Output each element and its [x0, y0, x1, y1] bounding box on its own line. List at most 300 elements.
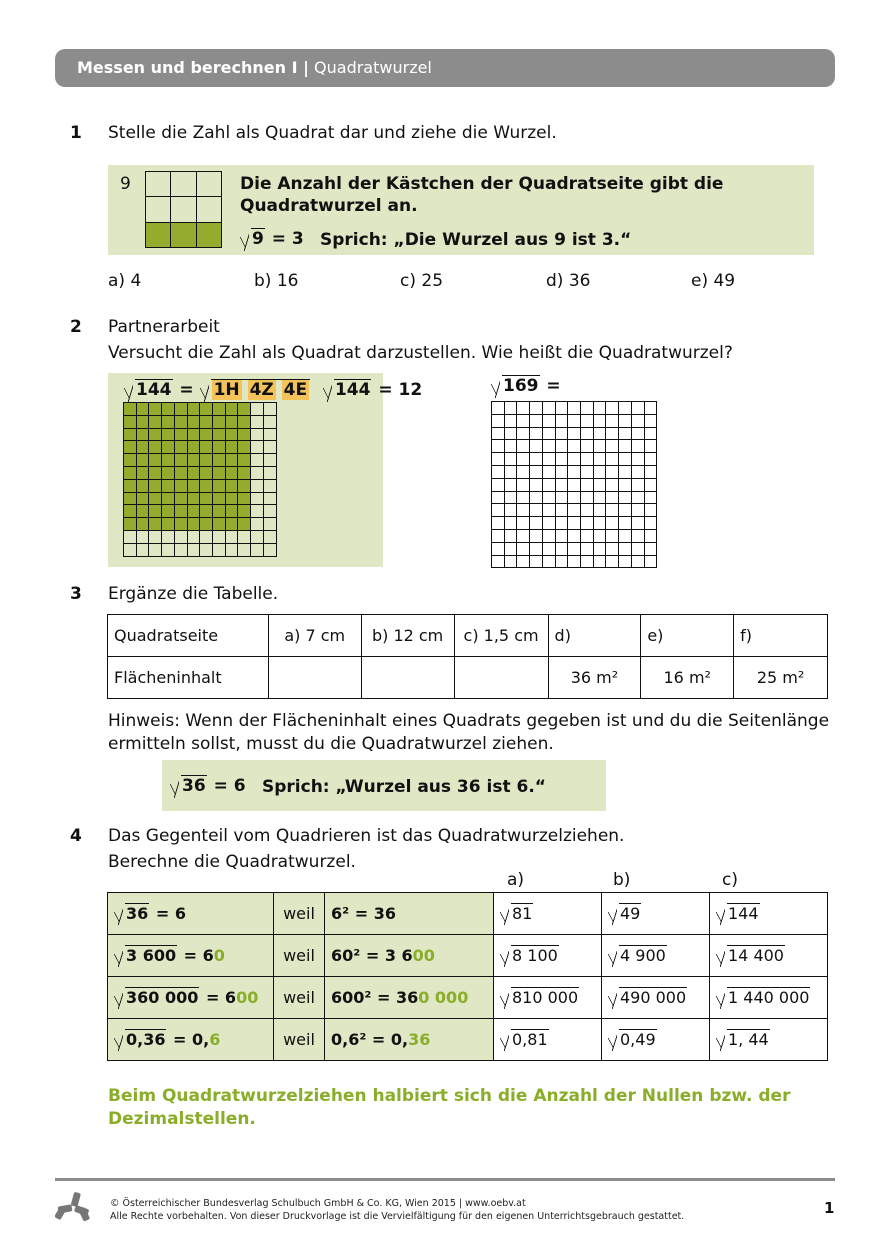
grid-cell — [149, 415, 162, 428]
grid-cell — [606, 414, 619, 427]
grid-cell — [568, 465, 581, 478]
grid-cell — [200, 518, 213, 531]
grid-cell — [212, 530, 225, 543]
grid-cell — [504, 414, 517, 427]
grid-cell — [593, 491, 606, 504]
task1-root-radicand: 9 — [252, 229, 264, 249]
result-black: = 6 — [178, 946, 214, 965]
table-cell: 25 m² — [734, 657, 828, 699]
task2-hl-hundreds: 1H — [213, 380, 240, 400]
grid-cell — [162, 492, 175, 505]
weil-cell: weil — [274, 1019, 325, 1061]
task2-right-radicand: 169 — [503, 376, 539, 396]
result-green: 0 — [213, 946, 225, 965]
grid-cell — [187, 403, 200, 416]
square-green: 0 000 — [418, 988, 469, 1007]
exercise-cell-a[interactable] — [494, 935, 602, 977]
grid-cell — [136, 428, 149, 441]
page-number: 1 — [824, 1199, 835, 1217]
grid-cell — [631, 478, 644, 491]
grid-cell — [542, 491, 555, 504]
table-cell: e) — [641, 615, 734, 657]
grid-cell — [555, 542, 568, 555]
grid-cell — [619, 453, 632, 466]
example-root-cell — [108, 1019, 274, 1061]
grid-cell — [162, 530, 175, 543]
grid-cell — [581, 414, 594, 427]
task1-root-result: = 3 — [265, 229, 304, 249]
grid-cell — [644, 427, 657, 440]
grid-cell — [504, 478, 517, 491]
grid-cell — [568, 440, 581, 453]
grid-cell — [263, 454, 276, 467]
grid-cell — [555, 504, 568, 517]
grid-cell — [124, 479, 137, 492]
grid-cell — [504, 440, 517, 453]
grid-cell — [136, 454, 149, 467]
grid-cell — [136, 415, 149, 428]
example-root-cell — [108, 935, 274, 977]
grid-cell — [606, 529, 619, 542]
task1-root-formula — [240, 229, 304, 249]
grid-cell — [581, 555, 594, 568]
grid-cell — [149, 518, 162, 531]
grid-cell — [149, 479, 162, 492]
square-black: 600² = 36 — [331, 988, 419, 1007]
grid-cell — [619, 478, 632, 491]
grid-cell — [238, 518, 251, 531]
grid-cell — [644, 555, 657, 568]
grid-cell — [238, 479, 251, 492]
answer-cell[interactable] — [268, 657, 361, 699]
grid-cell — [530, 465, 543, 478]
task3-box-formula — [170, 776, 246, 796]
grid-cell — [212, 479, 225, 492]
task2-hl-ones: 4E — [283, 380, 308, 400]
table-row — [108, 657, 828, 699]
grid-cell — [504, 453, 517, 466]
task1-number: 1 — [70, 123, 82, 143]
grid-cell — [174, 479, 187, 492]
task3-box-result: = 6 — [207, 776, 246, 796]
grid-cell — [200, 441, 213, 454]
task1-explain-line1: Die Anzahl der Kästchen der Quadratseite gibt die — [240, 174, 724, 194]
grid-cell — [517, 427, 530, 440]
grid-cell — [631, 427, 644, 440]
grid-cell — [542, 529, 555, 542]
grid-cell — [492, 414, 505, 427]
grid-cell — [225, 530, 238, 543]
grid-cell — [251, 518, 264, 531]
grid-cell — [606, 504, 619, 517]
grid-cell — [555, 491, 568, 504]
grid-cell — [530, 529, 543, 542]
footer-line2: Alle Rechte vorbehalten. Von dieser Druckvorlage ist die Vervielfältigung für den eigenen Unterrichtsgebrauch gestattet. — [110, 1211, 685, 1222]
grid-cell — [251, 543, 264, 556]
grid-cell — [225, 428, 238, 441]
grid-cell — [644, 491, 657, 504]
grid-cell — [517, 542, 530, 555]
grid-cell — [504, 465, 517, 478]
grid-cell — [136, 492, 149, 505]
header-title-bold: Messen und berechnen I | — [77, 58, 309, 77]
table-row — [108, 893, 828, 935]
publisher-logo-icon — [55, 1190, 91, 1226]
grid-cell — [581, 440, 594, 453]
radicand: 4 900 — [620, 946, 666, 965]
grid-cell — [581, 427, 594, 440]
grid-cell — [619, 529, 632, 542]
grid-cell — [174, 403, 187, 416]
grid-cell — [187, 530, 200, 543]
grid-cell — [542, 517, 555, 530]
grid-cell — [136, 466, 149, 479]
task4-sub: Berechne die Quadratwurzel. — [108, 852, 356, 872]
grid-cell — [644, 542, 657, 555]
exercise-cell-c[interactable] — [710, 935, 828, 977]
grid-cell — [631, 414, 644, 427]
grid-cell — [238, 441, 251, 454]
grid-cell — [606, 453, 619, 466]
exercise-cell-b[interactable] — [602, 977, 710, 1019]
radicand: 1, 44 — [728, 1030, 769, 1049]
grid-cell — [542, 414, 555, 427]
grid-cell — [517, 491, 530, 504]
radicand: 81 — [512, 904, 533, 923]
grid-cell — [124, 403, 137, 416]
grid-cell — [619, 465, 632, 478]
grid-cell — [619, 517, 632, 530]
grid-cell — [263, 466, 276, 479]
footer-line1: © Österreichischer Bundesverlag Schulbuch GmbH & Co. KG, Wien 2015 | www.oebv.at — [110, 1198, 526, 1209]
grid-cell — [555, 440, 568, 453]
grid-cell — [504, 504, 517, 517]
grid-cell — [606, 555, 619, 568]
grid-cell — [162, 543, 175, 556]
table-cell: 36 m² — [548, 657, 641, 699]
grid-cell — [593, 427, 606, 440]
grid-cell — [162, 428, 175, 441]
task4-conclusion-line1: Beim Quadratwurzelziehen halbiert sich die Anzahl der Nullen bzw. der — [108, 1086, 791, 1106]
grid-cell — [644, 465, 657, 478]
grid-cell — [542, 555, 555, 568]
grid-cell — [225, 454, 238, 467]
grid-cell — [555, 465, 568, 478]
grid-cell — [581, 504, 594, 517]
grid-cell — [136, 518, 149, 531]
task1-grid-3x3 — [145, 171, 222, 248]
task1-explain-line2: Quadratwurzel an. — [240, 196, 418, 216]
grid-cell — [593, 504, 606, 517]
task4-col-a: a) — [507, 870, 525, 890]
grid-cell — [124, 428, 137, 441]
grid-cell — [631, 517, 644, 530]
task4-col-c: c) — [722, 870, 738, 890]
grid-cell — [568, 427, 581, 440]
grid-cell — [212, 415, 225, 428]
grid-cell — [149, 466, 162, 479]
grid-cell — [530, 542, 543, 555]
grid-cell — [149, 543, 162, 556]
grid-cell — [568, 504, 581, 517]
grid-cell — [555, 402, 568, 415]
grid-cell — [606, 440, 619, 453]
grid-cell — [187, 479, 200, 492]
task2-title: Partnerarbeit — [108, 317, 220, 337]
grid-cell — [124, 466, 137, 479]
task2-right-eq: = — [540, 376, 561, 396]
grid-cell — [136, 403, 149, 416]
grid-cell — [542, 453, 555, 466]
exercise-cell-a[interactable] — [494, 977, 602, 1019]
exercise-cell-c[interactable] — [710, 1019, 828, 1061]
exercise-cell-b[interactable] — [602, 893, 710, 935]
grid-cell — [200, 428, 213, 441]
grid-cell — [530, 491, 543, 504]
task3-box-radicand: 36 — [182, 776, 206, 796]
radicand: 360 000 — [126, 988, 199, 1007]
grid-cell — [174, 543, 187, 556]
table-cell: a) 7 cm — [268, 615, 361, 657]
table-cell: f) — [734, 615, 828, 657]
grid-cell — [517, 402, 530, 415]
task3-hint-line1: Hinweis: Wenn der Flächeninhalt eines Quadrats gegeben ist und du die Seitenlänge — [108, 711, 830, 731]
grid-cell — [619, 542, 632, 555]
grid-cell — [174, 492, 187, 505]
grid-cell — [530, 414, 543, 427]
grid-cell — [530, 555, 543, 568]
exercise-cell-a[interactable] — [494, 1019, 602, 1061]
grid-cell — [149, 441, 162, 454]
grid-cell — [517, 517, 530, 530]
task3-table — [107, 614, 828, 699]
example-root-cell — [108, 893, 274, 935]
grid-cell — [124, 492, 137, 505]
grid-cell — [619, 414, 632, 427]
grid-cell — [263, 530, 276, 543]
task4-conclusion-line2: Dezimalstellen. — [108, 1109, 256, 1129]
task2-instruction: Versucht die Zahl als Quadrat darzustellen. Wie heißt die Quadratwurzel? — [108, 343, 733, 363]
grid-cell — [263, 492, 276, 505]
grid-cell — [631, 491, 644, 504]
grid-cell — [225, 505, 238, 518]
grid-cell — [251, 530, 264, 543]
task2-grid-12x12 — [123, 402, 277, 557]
grid-cell — [187, 428, 200, 441]
grid-cell — [568, 453, 581, 466]
table-row — [108, 615, 828, 657]
square-black: 60² = 3 6 — [331, 946, 413, 965]
grid-cell — [263, 543, 276, 556]
grid-cell — [200, 479, 213, 492]
weil-cell: weil — [274, 893, 325, 935]
grid-cell — [504, 517, 517, 530]
task4-col-b: b) — [613, 870, 631, 890]
grid-cell — [644, 414, 657, 427]
grid-cell — [581, 453, 594, 466]
grid-cell — [162, 518, 175, 531]
grid-cell — [606, 491, 619, 504]
grid-cell — [530, 440, 543, 453]
grid-cell — [136, 479, 149, 492]
grid-cell — [162, 466, 175, 479]
grid-cell — [200, 466, 213, 479]
grid-cell — [555, 414, 568, 427]
grid-cell — [124, 543, 137, 556]
grid-cell — [504, 491, 517, 504]
exercise-cell-c[interactable] — [710, 977, 828, 1019]
square-cell — [325, 977, 494, 1019]
grid-cell — [187, 454, 200, 467]
grid-cell — [162, 441, 175, 454]
grid-cell — [187, 415, 200, 428]
grid-cell — [631, 440, 644, 453]
footer-copyright — [110, 1197, 684, 1223]
grid-cell — [593, 402, 606, 415]
grid-cell — [542, 478, 555, 491]
grid-cell — [568, 478, 581, 491]
grid-cell — [200, 415, 213, 428]
grid-cell — [530, 402, 543, 415]
grid-cell — [492, 555, 505, 568]
grid-cell — [212, 518, 225, 531]
square-black: 0,6² = 0, — [331, 1030, 409, 1049]
task2-left-result: = 12 — [372, 380, 423, 400]
grid-cell — [542, 402, 555, 415]
grid-cell — [263, 428, 276, 441]
grid-cell — [492, 542, 505, 555]
grid-cell — [581, 542, 594, 555]
grid-cell — [162, 454, 175, 467]
grid-cell — [200, 403, 213, 416]
grid-cell — [644, 478, 657, 491]
grid-cell — [606, 427, 619, 440]
answer-cell[interactable] — [454, 657, 548, 699]
task1-item-d: d) 36 — [546, 271, 591, 291]
task2-left-formula — [124, 380, 422, 400]
grid-cell — [149, 505, 162, 518]
grid-cell — [568, 542, 581, 555]
grid-cell — [212, 454, 225, 467]
grid-cell — [517, 465, 530, 478]
task3-box-sprich: Sprich: „Wurzel aus 36 ist 6.“ — [262, 777, 546, 797]
grid-cell — [238, 530, 251, 543]
exercise-cell-b[interactable] — [602, 1019, 710, 1061]
grid-cell — [162, 479, 175, 492]
task2-right-formula — [491, 376, 561, 396]
grid-cell — [136, 543, 149, 556]
grid-cell — [136, 505, 149, 518]
grid-cell — [212, 543, 225, 556]
grid-cell — [225, 518, 238, 531]
task1-item-a: a) 4 — [108, 271, 142, 291]
table-row — [108, 977, 828, 1019]
grid-cell — [568, 402, 581, 415]
grid-cell — [136, 530, 149, 543]
grid-cell — [555, 529, 568, 542]
grid-cell — [644, 402, 657, 415]
grid-cell — [517, 414, 530, 427]
grid-cell — [568, 555, 581, 568]
table-row — [108, 935, 828, 977]
exercise-cell-b[interactable] — [602, 935, 710, 977]
grid-cell — [555, 453, 568, 466]
grid-cell — [212, 492, 225, 505]
grid-cell — [631, 555, 644, 568]
grid-cell — [492, 402, 505, 415]
grid-cell — [124, 518, 137, 531]
radicand: 8 100 — [512, 946, 558, 965]
radicand: 3 600 — [126, 946, 177, 965]
grid-cell — [606, 402, 619, 415]
grid-cell — [504, 542, 517, 555]
task1-sprich: Sprich: „Die Wurzel aus 9 ist 3.“ — [320, 230, 632, 250]
grid-cell — [542, 465, 555, 478]
grid-cell — [581, 491, 594, 504]
grid-cell — [542, 427, 555, 440]
grid-cell — [619, 504, 632, 517]
grid-cell — [504, 427, 517, 440]
grid-cell — [593, 529, 606, 542]
grid-cell — [212, 466, 225, 479]
task1-item-b: b) 16 — [254, 271, 299, 291]
grid-cell — [149, 428, 162, 441]
grid-cell — [492, 478, 505, 491]
grid-cell — [581, 529, 594, 542]
grid-cell — [492, 427, 505, 440]
grid-cell — [644, 529, 657, 542]
grid-cell — [542, 440, 555, 453]
grid-cell — [238, 428, 251, 441]
grid-cell — [619, 491, 632, 504]
grid-cell — [149, 403, 162, 416]
grid-cell — [581, 465, 594, 478]
example-root-cell — [108, 977, 274, 1019]
grid-cell — [568, 414, 581, 427]
weil-cell: weil — [274, 935, 325, 977]
grid-cell — [251, 403, 264, 416]
grid-cell — [124, 505, 137, 518]
grid-cell — [251, 428, 264, 441]
grid-cell — [568, 529, 581, 542]
grid-cell — [555, 517, 568, 530]
table-cell: Quadratseite — [108, 615, 269, 657]
grid-cell — [593, 465, 606, 478]
grid-cell — [124, 454, 137, 467]
grid-cell — [251, 466, 264, 479]
footer-divider — [55, 1178, 835, 1181]
grid-cell — [593, 478, 606, 491]
answer-cell[interactable] — [361, 657, 454, 699]
grid-cell — [263, 518, 276, 531]
grid-cell — [251, 415, 264, 428]
grid-cell — [504, 555, 517, 568]
exercise-cell-c[interactable] — [710, 893, 828, 935]
grid-cell — [238, 492, 251, 505]
grid-cell — [200, 543, 213, 556]
grid-cell — [644, 440, 657, 453]
grid-cell — [581, 517, 594, 530]
radicand: 14 400 — [728, 946, 784, 965]
grid-cell — [174, 530, 187, 543]
grid-cell — [225, 492, 238, 505]
exercise-cell-a[interactable] — [494, 893, 602, 935]
grid-cell — [644, 453, 657, 466]
grid-cell — [581, 402, 594, 415]
grid-cell — [555, 555, 568, 568]
grid-cell — [492, 529, 505, 542]
grid-cell — [238, 454, 251, 467]
